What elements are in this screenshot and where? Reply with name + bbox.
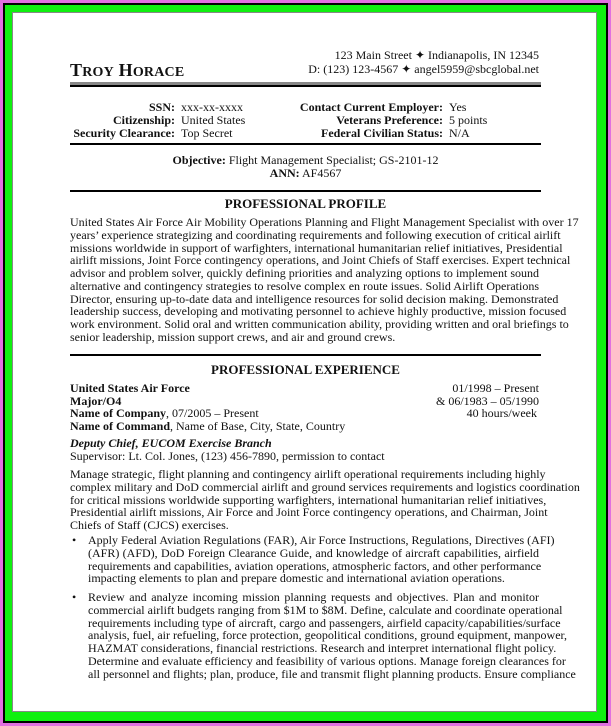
text-line: (AFR) (AFD), DoD Foreign Clearance Guide, and knowledge of aircraft capabilities, airfield [88, 545, 539, 560]
employer: United States Air Force [70, 381, 190, 395]
text-line: missions worldwide in support of warfighters, international humanitarian relief initiatives, Presidential [70, 240, 563, 255]
text-line: advisor and problem solver, quickly defining priorities and analyzing options to implement sound [70, 266, 539, 280]
info-value: Top Secret [181, 125, 233, 140]
info-label: SSN: [148, 100, 175, 114]
profile-heading: PROFESSIONAL PROFILE [224, 196, 387, 211]
divider [70, 190, 541, 192]
text-line: Apply Federal Aviation Regulations (FAR), Air Force Instructions, Regulations, Directives (AFI) [88, 533, 555, 547]
info-value: Yes [449, 100, 467, 114]
info-value: N/A [449, 125, 470, 140]
hours: 40 hours/week [466, 406, 537, 420]
info-label: Veterans Preference: [336, 112, 443, 127]
info-value: xxx-xx-xxxx [181, 100, 243, 114]
text-line: Review and analyze incoming mission planning requests and objectives. Plan and monitor [88, 590, 539, 604]
job-summary [70, 467, 580, 532]
profile-text [70, 215, 579, 344]
ann: ANN: AF4567 [269, 166, 342, 180]
text-line: impacting elements to plan and prepare domestic and international aviation operations. [88, 571, 505, 586]
bullet-item [88, 533, 555, 586]
address: 123 Main Street ✦ Indianapolis, IN 12345 [334, 48, 539, 62]
bullet-item [88, 590, 576, 681]
text-line: analysis, fuel, air refueling, force protection, geopolitical conditions, ground equipment, manpower, [88, 628, 568, 643]
rank: Major/O4 [70, 394, 122, 408]
candidate-name: TROY HORACE [70, 60, 185, 80]
text-line: commercial airlift budgets ranging from $1M to $8M. Define, calculate and coordinate operational [88, 602, 563, 617]
experience-heading: PROFESSIONAL EXPERIENCE [211, 362, 400, 377]
resume-page [12, 12, 597, 712]
command: Name of Command, Name of Base, City, State, Country [70, 419, 346, 433]
info-value: 5 points [449, 112, 488, 127]
info-label: Federal Civilian Status: [321, 125, 443, 140]
text-line: Determine and evaluate efficiency and feasibility of various options. Manage foreign clearances for [88, 653, 566, 668]
job-title: Deputy Chief, EUCOM Exercise Branch [70, 436, 272, 450]
text-line: complex military and DoD commercial airlift and ground services requirements and logistics coordination [70, 479, 580, 494]
text-line: senior leadership, mission support crews, and air and ground crews. [70, 329, 396, 344]
text-line: requirements including type of aircraft, cargo and passengers, airfield capacity/capabilities/surface [88, 615, 561, 630]
text-line: HAZMAT considerations, financial restrictions. Research and interpret international flight policy. [88, 641, 557, 655]
supervisor: Supervisor: Lt. Col. Jones, (123) 456-7890, permission to contact [70, 449, 385, 463]
text-line: work environment. Solid oral and written communication ability, providing written and oral briefings to [70, 317, 569, 331]
info-label: Security Clearance: [73, 125, 175, 140]
company: Name of Company, 07/2005 – Present [70, 406, 259, 420]
text-line: for critical missions worldwide supporting warfighters, international humanitarian relief initiatives, [70, 492, 547, 507]
objective: Objective: Flight Management Specialist; GS-2101-12 [172, 153, 439, 167]
info-label: Citizenship: [112, 112, 175, 127]
divider [70, 354, 541, 356]
text-line: Director, ensuring up-to-date data and intelligence resources for solid decision making. Demonstrated [70, 291, 559, 306]
divider [70, 143, 541, 145]
text-line: Manage strategic, flight planning and contingency airlift operational requirements including highly [70, 467, 546, 481]
text-line: United States Air Force Air Mobility Operations Planning and Flight Management Specialist with over 17 [70, 215, 579, 229]
text-line: requirements and capabilities, aviation operations, atmospheric factors, and other performance [88, 558, 542, 573]
divider [70, 85, 541, 87]
contact-info: D: (123) 123-4567 ✦ angel5959@sbcglobal.net [308, 62, 539, 76]
bullet-icon: • [72, 590, 77, 604]
text-line: Presidential airlift missions, Air Force and Joint Force contingency operations, and Chairman, Joint [70, 505, 548, 520]
dates-2: & 06/1983 – 05/1990 [435, 394, 539, 408]
text-line: leadership success, developing and motivating personnel to achieve highly productive, mission focused [70, 304, 567, 319]
text-line: airlift missions, Joint Force contingency operations, and Joint Chiefs of Staff exercises. Expert technical [70, 253, 571, 268]
info-value: United States [181, 112, 246, 127]
dates-1: 01/1998 – Present [452, 381, 539, 395]
text-line: alternative and contingency strategies to resolve complex en route issues. Solid Airlift Operations [70, 278, 539, 293]
text-line: Chiefs of Staff (CJCS) exercises. [70, 518, 229, 532]
info-label: Contact Current Employer: [299, 100, 443, 114]
bullet-icon: • [72, 533, 77, 547]
text-line: all personnel and flights; plan, produce, file and transmit flight planning products. Ensure compliance [88, 666, 576, 681]
text-line: years’ experience strategizing and coordinating requirements and following execution of critical airlift [70, 227, 561, 242]
